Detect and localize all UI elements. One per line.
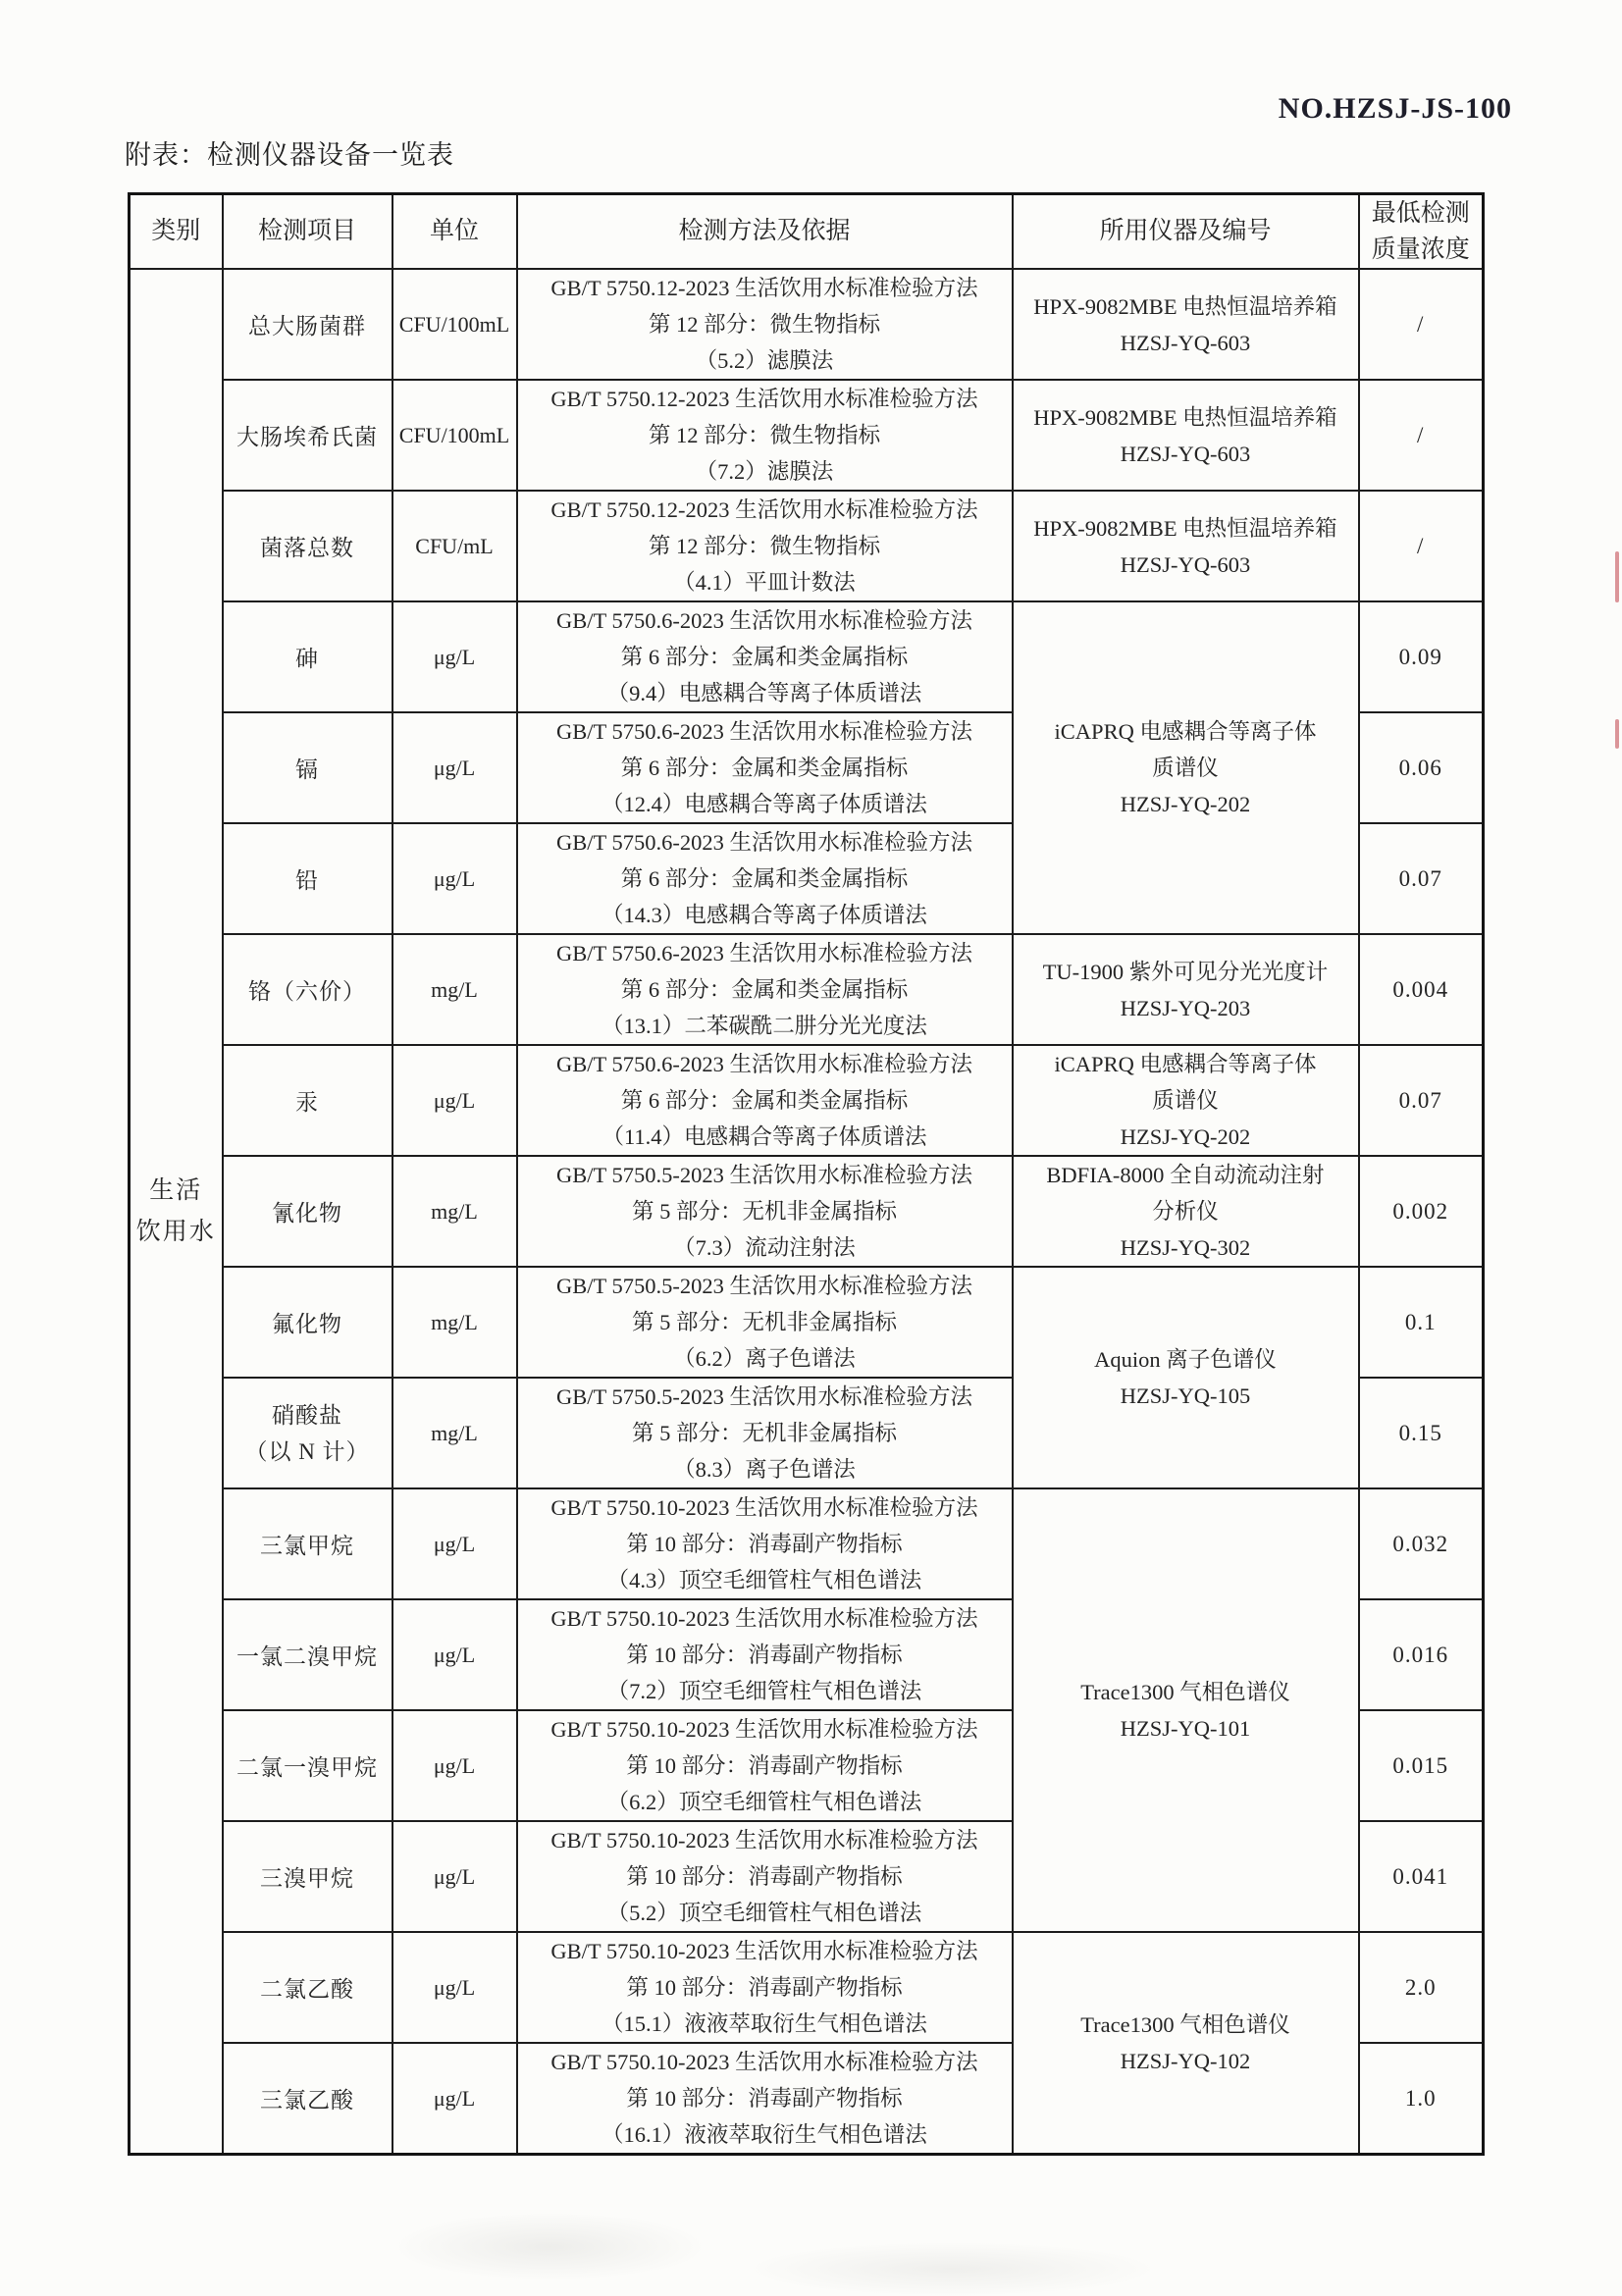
- method-line: 第 6 部分：金属和类金属指标: [620, 866, 909, 891]
- cell-unit: mg/L: [392, 1156, 517, 1267]
- cell-lod: 0.09: [1359, 601, 1484, 712]
- instrument-line: iCAPRQ 电感耦合等离子体: [1054, 1052, 1317, 1076]
- cell-unit: μg/L: [392, 1932, 517, 2043]
- column-header-lod-line2: 质量浓度: [1371, 236, 1470, 263]
- scan-smudge: [746, 2242, 1158, 2296]
- table-row: [130, 1156, 1484, 1267]
- table-row: [130, 1045, 1484, 1156]
- cell-item: 大肠埃希氏菌: [223, 380, 392, 491]
- item-line: 硝酸盐: [272, 1402, 342, 1428]
- method-line: 第 6 部分：金属和类金属指标: [620, 756, 909, 780]
- method-line: GB/T 5750.12-2023 生活饮用水标准检验方法: [550, 497, 978, 522]
- method-line: （7.2）滤膜法: [695, 459, 834, 484]
- cell-unit: CFU/mL: [392, 491, 517, 601]
- instrument-line: HZSJ-YQ-603: [1120, 441, 1251, 466]
- method-line: 第 12 部分：微生物指标: [648, 423, 881, 447]
- cell-lod: 0.032: [1359, 1488, 1484, 1599]
- cell-method: [517, 1156, 1013, 1267]
- instrument-line: 质谱仪: [1152, 756, 1219, 780]
- method-line: GB/T 5750.12-2023 生活饮用水标准检验方法: [550, 276, 978, 300]
- cell-item: 三溴甲烷: [223, 1821, 392, 1932]
- method-line: 第 10 部分：消毒副产物指标: [626, 1532, 903, 1556]
- cell-lod: 0.07: [1359, 823, 1484, 934]
- column-header-category: 类别: [130, 194, 223, 270]
- cell-method: [517, 934, 1013, 1045]
- method-line: （7.2）顶空毛细管柱气相色谱法: [606, 1679, 922, 1703]
- method-line: （5.2）滤膜法: [695, 348, 834, 373]
- cell-method: [517, 491, 1013, 601]
- table-row: [130, 601, 1484, 712]
- method-line: GB/T 5750.5-2023 生活饮用水标准检验方法: [556, 1384, 972, 1409]
- instrument-line: HZSJ-YQ-203: [1120, 995, 1251, 1020]
- cell-instrument: [1013, 601, 1359, 934]
- cell-method: [517, 1045, 1013, 1156]
- method-line: 第 10 部分：消毒副产物指标: [626, 1864, 903, 1889]
- table-row: [130, 380, 1484, 491]
- method-line: GB/T 5750.12-2023 生活饮用水标准检验方法: [550, 387, 978, 411]
- instrument-line: TU-1900 紫外可见分光光度计: [1042, 959, 1329, 984]
- cell-unit: μg/L: [392, 712, 517, 823]
- method-line: 第 10 部分：消毒副产物指标: [626, 1753, 903, 1778]
- method-line: 第 5 部分：无机非金属指标: [631, 1199, 897, 1224]
- instrument-line: HZSJ-YQ-603: [1120, 551, 1251, 577]
- cell-category: [130, 269, 223, 2155]
- method-line: （6.2）顶空毛细管柱气相色谱法: [606, 1790, 922, 1814]
- cell-method: [517, 823, 1013, 934]
- column-header-item: 检测项目: [223, 194, 392, 270]
- cell-item: 二氯乙酸: [223, 1932, 392, 2043]
- instrument-line: BDFIA-8000 全自动流动注射: [1046, 1163, 1325, 1187]
- method-line: （7.3）流动注射法: [673, 1235, 856, 1260]
- header-row: [130, 194, 1484, 270]
- method-line: GB/T 5750.10-2023 生活饮用水标准检验方法: [550, 1939, 978, 1963]
- cell-unit: mg/L: [392, 1378, 517, 1488]
- cell-unit: μg/L: [392, 1045, 517, 1156]
- cell-lod: 0.016: [1359, 1599, 1484, 1710]
- cell-instrument: [1013, 1156, 1359, 1267]
- table-row: [130, 1932, 1484, 2043]
- table-row: [130, 1488, 1484, 1599]
- method-line: 第 5 部分：无机非金属指标: [631, 1310, 897, 1334]
- method-line: GB/T 5750.6-2023 生活饮用水标准检验方法: [556, 830, 972, 855]
- cell-method: [517, 1488, 1013, 1599]
- method-line: GB/T 5750.10-2023 生活饮用水标准检验方法: [550, 1828, 978, 1852]
- method-line: 第 6 部分：金属和类金属指标: [620, 977, 909, 1002]
- cell-method: [517, 1599, 1013, 1710]
- cell-lod: /: [1359, 491, 1484, 601]
- cell-item: 菌落总数: [223, 491, 392, 601]
- cell-method: [517, 1932, 1013, 2043]
- method-line: （15.1）液液萃取衍生气相色谱法: [602, 2011, 927, 2036]
- method-line: GB/T 5750.10-2023 生活饮用水标准检验方法: [550, 1717, 978, 1742]
- method-line: 第 6 部分：金属和类金属指标: [620, 1088, 909, 1113]
- cell-item: 砷: [223, 601, 392, 712]
- method-line: 第 10 部分：消毒副产物指标: [626, 1643, 903, 1667]
- cell-lod: 0.15: [1359, 1378, 1484, 1488]
- cell-unit: μg/L: [392, 2043, 517, 2155]
- method-line: GB/T 5750.5-2023 生活饮用水标准检验方法: [556, 1274, 972, 1298]
- cell-method: [517, 1821, 1013, 1932]
- cell-instrument: [1013, 1267, 1359, 1488]
- method-line: 第 12 部分：微生物指标: [648, 312, 881, 337]
- method-line: （6.2）离子色谱法: [673, 1346, 856, 1371]
- cell-lod: 2.0: [1359, 1932, 1484, 2043]
- method-line: （9.4）电感耦合等离子体质谱法: [606, 681, 922, 705]
- cell-instrument: [1013, 934, 1359, 1045]
- cell-unit: μg/L: [392, 1821, 517, 1932]
- cell-lod: 0.07: [1359, 1045, 1484, 1156]
- instrument-line: Trace1300 气相色谱仪: [1080, 1680, 1290, 1704]
- method-line: 第 12 部分：微生物指标: [648, 534, 881, 558]
- cell-unit: μg/L: [392, 601, 517, 712]
- instrument-line: HZSJ-YQ-105: [1120, 1383, 1251, 1408]
- cell-unit: μg/L: [392, 1488, 517, 1599]
- cell-item: [223, 1378, 392, 1488]
- method-line: 第 6 部分：金属和类金属指标: [620, 645, 909, 669]
- method-line: （12.4）电感耦合等离子体质谱法: [602, 792, 927, 816]
- cell-instrument: [1013, 380, 1359, 491]
- instruments-table: [128, 192, 1485, 2156]
- cell-item: 三氯乙酸: [223, 2043, 392, 2155]
- cell-instrument: [1013, 1488, 1359, 1932]
- instrument-line: 质谱仪: [1152, 1088, 1219, 1113]
- item-line: （以 N 计）: [244, 1438, 370, 1464]
- method-line: GB/T 5750.5-2023 生活饮用水标准检验方法: [556, 1163, 972, 1187]
- scan-smudge: [392, 2213, 706, 2281]
- cell-lod: /: [1359, 269, 1484, 380]
- column-header-instrument: 所用仪器及编号: [1013, 194, 1359, 270]
- cell-lod: 0.1: [1359, 1267, 1484, 1378]
- method-line: （4.3）顶空毛细管柱气相色谱法: [606, 1568, 922, 1592]
- cell-item: 铬（六价）: [223, 934, 392, 1045]
- cell-item: 铅: [223, 823, 392, 934]
- cell-lod: 0.06: [1359, 712, 1484, 823]
- method-line: 第 10 部分：消毒副产物指标: [626, 2086, 903, 2111]
- column-header-unit: 单位: [392, 194, 517, 270]
- method-line: GB/T 5750.6-2023 生活饮用水标准检验方法: [556, 719, 972, 744]
- cell-method: [517, 380, 1013, 491]
- method-line: 第 5 部分：无机非金属指标: [631, 1421, 897, 1445]
- cell-lod: /: [1359, 380, 1484, 491]
- method-line: （13.1）二苯碳酰二肼分光光度法: [602, 1014, 927, 1038]
- instrument-line: Aquion 离子色谱仪: [1094, 1347, 1277, 1372]
- category-line1: 生活: [149, 1176, 203, 1204]
- instrument-line: HZSJ-YQ-302: [1120, 1235, 1251, 1260]
- method-line: 第 10 部分：消毒副产物指标: [626, 1975, 903, 2000]
- table-row: [130, 269, 1484, 380]
- instrument-line: Trace1300 气相色谱仪: [1080, 2012, 1290, 2037]
- method-line: GB/T 5750.10-2023 生活饮用水标准检验方法: [550, 2050, 978, 2074]
- cell-item: 一氯二溴甲烷: [223, 1599, 392, 1710]
- method-line: （4.1）平皿计数法: [673, 570, 856, 595]
- method-line: GB/T 5750.10-2023 生活饮用水标准检验方法: [550, 1495, 978, 1520]
- instrument-line: 分析仪: [1152, 1199, 1219, 1224]
- cell-method: [517, 712, 1013, 823]
- instrument-line: HZSJ-YQ-102: [1120, 2049, 1251, 2073]
- document-number: NO.HZSJ-JS-100: [1278, 92, 1512, 125]
- cell-instrument: [1013, 269, 1359, 380]
- cell-instrument: [1013, 1932, 1359, 2155]
- instrument-line: HZSJ-YQ-603: [1120, 330, 1251, 355]
- cell-unit: mg/L: [392, 934, 517, 1045]
- cell-method: [517, 2043, 1013, 2155]
- method-line: GB/T 5750.10-2023 生活饮用水标准检验方法: [550, 1606, 978, 1631]
- cell-item: 镉: [223, 712, 392, 823]
- instrument-line: HPX-9082MBE 电热恒温培养箱: [1033, 515, 1337, 541]
- instrument-line: HPX-9082MBE 电热恒温培养箱: [1033, 404, 1337, 430]
- instrument-line: iCAPRQ 电感耦合等离子体: [1054, 719, 1317, 744]
- cell-method: [517, 269, 1013, 380]
- method-line: （5.2）顶空毛细管柱气相色谱法: [606, 1901, 922, 1925]
- page-title: 附表：检测仪器设备一览表: [125, 140, 454, 170]
- cell-item: 二氯一溴甲烷: [223, 1710, 392, 1821]
- cell-item: 三氯甲烷: [223, 1488, 392, 1599]
- cell-item: 氰化物: [223, 1156, 392, 1267]
- cell-unit: CFU/100mL: [392, 380, 517, 491]
- method-line: GB/T 5750.6-2023 生活饮用水标准检验方法: [556, 608, 972, 633]
- table-row: [130, 1267, 1484, 1378]
- cell-unit: μg/L: [392, 823, 517, 934]
- cell-item: 总大肠菌群: [223, 269, 392, 380]
- method-line: （16.1）液液萃取衍生气相色谱法: [602, 2122, 927, 2147]
- cell-instrument: [1013, 1045, 1359, 1156]
- cell-method: [517, 601, 1013, 712]
- table-row: [130, 934, 1484, 1045]
- cell-method: [517, 1710, 1013, 1821]
- method-line: （8.3）离子色谱法: [673, 1457, 856, 1482]
- table-row: [130, 491, 1484, 601]
- instrument-line: HPX-9082MBE 电热恒温培养箱: [1033, 293, 1337, 319]
- cell-lod: 0.004: [1359, 934, 1484, 1045]
- cell-unit: μg/L: [392, 1710, 517, 1821]
- cell-method: [517, 1267, 1013, 1378]
- cell-unit: μg/L: [392, 1599, 517, 1710]
- instrument-line: HZSJ-YQ-101: [1120, 1716, 1251, 1741]
- cell-item: 汞: [223, 1045, 392, 1156]
- method-line: GB/T 5750.6-2023 生活饮用水标准检验方法: [556, 941, 972, 965]
- instrument-line: HZSJ-YQ-202: [1120, 1124, 1251, 1149]
- cell-item: 氟化物: [223, 1267, 392, 1378]
- cell-lod: 0.041: [1359, 1821, 1484, 1932]
- column-header-lod: [1359, 194, 1484, 270]
- cell-unit: CFU/100mL: [392, 269, 517, 380]
- method-line: （11.4）电感耦合等离子体质谱法: [602, 1124, 927, 1149]
- cell-unit: mg/L: [392, 1267, 517, 1378]
- red-edge-mark: [1615, 719, 1619, 749]
- cell-lod: 0.015: [1359, 1710, 1484, 1821]
- column-header-lod-line1: 最低检测: [1371, 200, 1470, 227]
- method-line: GB/T 5750.6-2023 生活饮用水标准检验方法: [556, 1052, 972, 1076]
- red-edge-mark: [1615, 551, 1619, 602]
- cell-instrument: [1013, 491, 1359, 601]
- cell-method: [517, 1378, 1013, 1488]
- cell-lod: 0.002: [1359, 1156, 1484, 1267]
- column-header-method: 检测方法及依据: [517, 194, 1013, 270]
- method-line: （14.3）电感耦合等离子体质谱法: [602, 903, 927, 927]
- instrument-line: HZSJ-YQ-202: [1120, 792, 1251, 816]
- category-line2: 饮用水: [135, 1218, 216, 1245]
- cell-lod: 1.0: [1359, 2043, 1484, 2155]
